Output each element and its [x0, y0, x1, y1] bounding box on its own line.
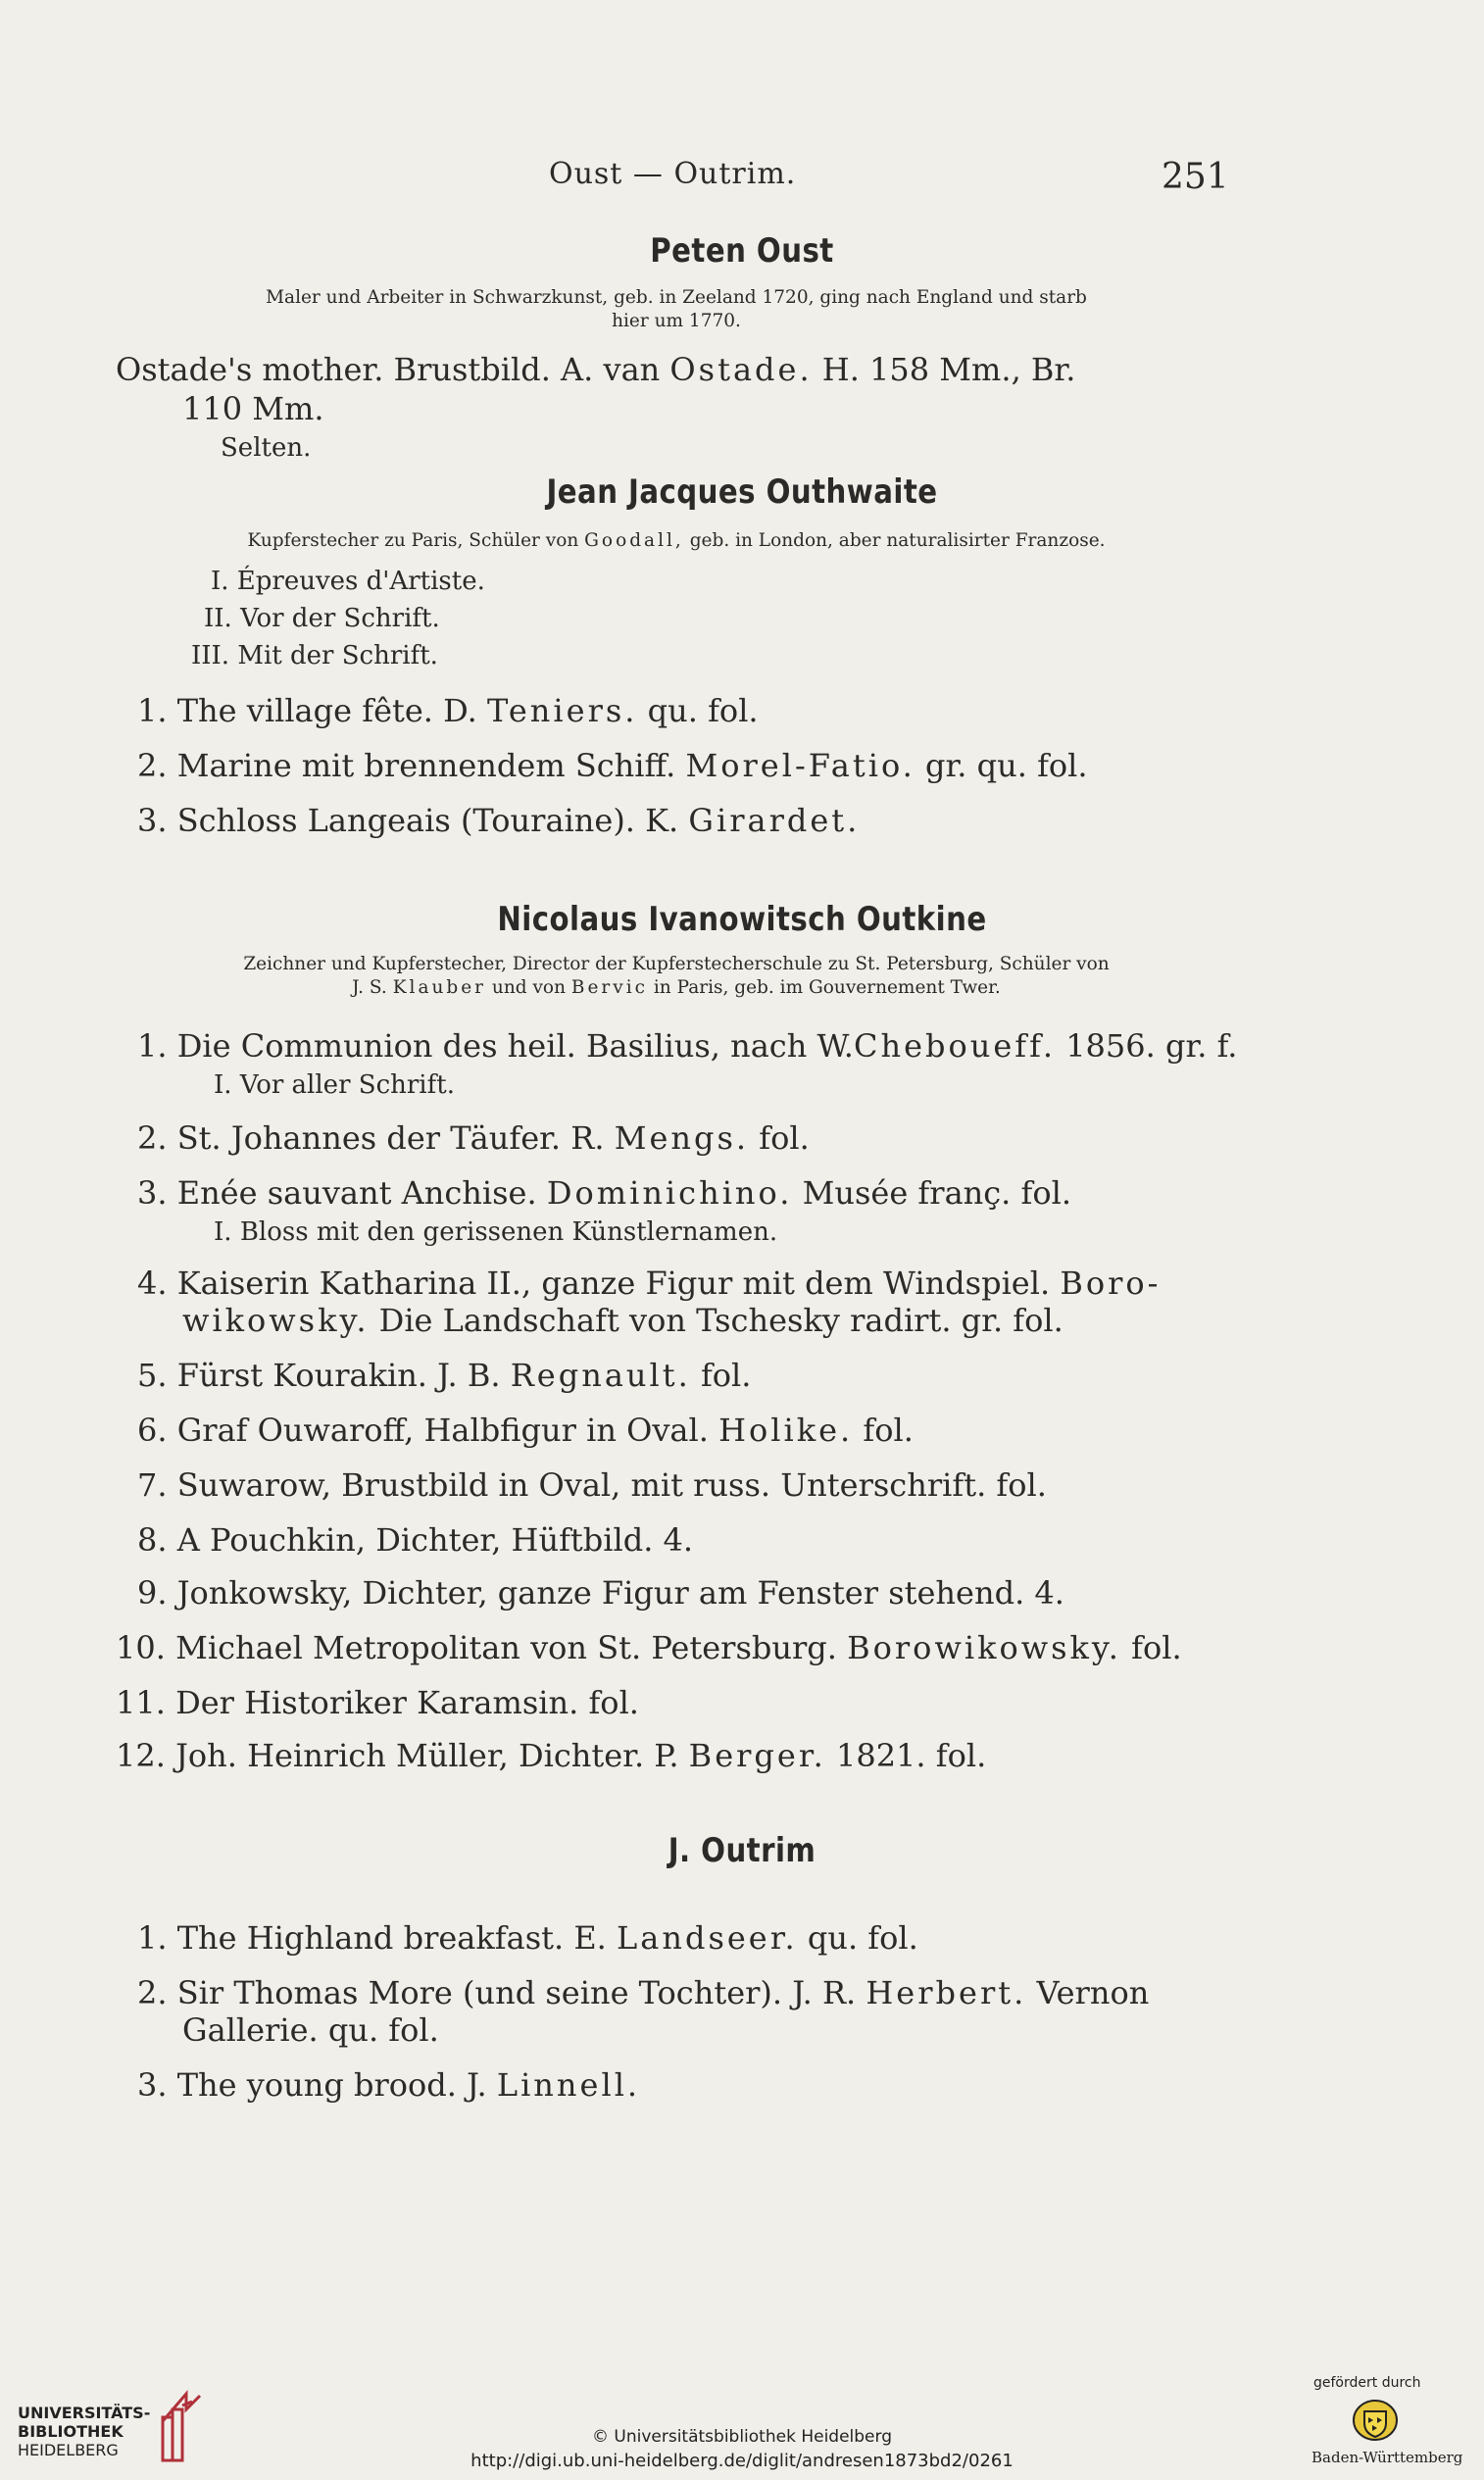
state-line: I. Épreuves d'Artiste.: [211, 567, 485, 596]
artist-heading-outkine: Nicolaus Ivanowitsch Outkine: [497, 900, 987, 939]
list-item: 3. Enée sauvant Anchise. Dominichino. Musée franç. fol.: [137, 1174, 1072, 1212]
sponsor-label: gefördert durch: [1313, 2375, 1421, 2391]
list-item: 1. The Highland breakfast. E. Landseer. qu. fol.: [137, 1919, 918, 1957]
list-item: 7. Suwarow, Brustbild in Oval, mit russ. Unterschrift. fol.: [137, 1466, 1047, 1504]
page-number: 251: [1162, 157, 1229, 197]
copyright-notice: © Universitätsbibliothek Heidelberg: [591, 2427, 892, 2447]
library-logo-text: UNIVERSITÄTS- BIBLIOTHEK HEIDELBERG: [18, 2404, 151, 2459]
state-coat-of-arms-icon: [1351, 2398, 1400, 2443]
list-item: 3. The young brood. J. Linnell.: [137, 2066, 641, 2104]
list-item: 10. Michael Metropolitan von St. Petersburg. Borowikowsky. fol.: [116, 1629, 1182, 1666]
list-item: 1. Die Communion des heil. Basilius, nach W.Cheboueff. 1856. gr. f.: [137, 1027, 1238, 1065]
artist-bio-outhwaite: Kupferstecher zu Paris, Schüler von Goodall, geb. in London, aber naturalisirter Franzose.: [247, 530, 1106, 551]
state-line: II. Vor der Schrift.: [204, 604, 440, 633]
state-line: III. Mit der Schrift.: [191, 641, 438, 670]
list-item: 8. A Pouchkin, Dichter, Hüftbild. 4.: [137, 1521, 694, 1559]
entry-oust-continuation: 110 Mm.: [182, 390, 324, 427]
list-item: 6. Graf Ouwaroff, Halbfigur in Oval. Holike. fol.: [137, 1412, 914, 1449]
list-item: 3. Schloss Langeais (Touraine). K. Girardet.: [137, 802, 861, 839]
artist-bio-oust: Maler und Arbeiter in Schwarzkunst, geb. in Zeeland 1720, ging nach England und starb hier um 1770.: [266, 287, 1087, 331]
list-item: 4. Kaiserin Katharina II., ganze Figur mit dem Windspiel. Boro-: [137, 1265, 1162, 1302]
state-label: Baden-Württemberg: [1311, 2449, 1463, 2466]
list-item: 2. Marine mit brennendem Schiff. Morel-Fatio. gr. qu. fol.: [137, 747, 1088, 784]
artist-heading-oust: Peten Oust: [650, 231, 834, 271]
list-item-continuation: wikowsky. Die Landschaft von Tschesky radirt. gr. fol.: [182, 1302, 1064, 1339]
list-item: 5. Fürst Kourakin. J. B. Regnault. fol.: [137, 1357, 752, 1394]
entry-oust: Ostade's mother. Brustbild. A. van Ostade. H. 158 Mm., Br.: [116, 351, 1076, 388]
artist-heading-outrim: J. Outrim: [668, 1831, 816, 1870]
list-item: 1. The village fête. D. Teniers. qu. fol.: [137, 692, 759, 729]
artist-bio-outkine: Zeichner und Kupferstecher, Director der Kupferstecherschule zu St. Petersburg, Schüler von J. S. Klauber und von Bervic in Paris, geb. im Gouvernement Twer.: [243, 954, 1110, 998]
entry-oust-note: Selten.: [221, 433, 312, 463]
list-item: 9. Jonkowsky, Dichter, ganze Figur am Fenster stehend. 4.: [137, 1574, 1064, 1612]
list-item: 12. Joh. Heinrich Müller, Dichter. P. Berger. 1821. fol.: [116, 1737, 987, 1774]
artist-heading-outhwaite: Jean Jacques Outhwaite: [546, 472, 938, 512]
list-item: 11. Der Historiker Karamsin. fol.: [116, 1684, 639, 1721]
list-item-note: I. Bloss mit den gerissenen Künstlernamen.: [214, 1217, 778, 1247]
list-item-continuation: Gallerie. qu. fol.: [182, 2011, 439, 2049]
list-item-note: I. Vor aller Schrift.: [214, 1070, 455, 1100]
list-item: 2. Sir Thomas More (und seine Tochter). J. R. Herbert. Vernon: [137, 1974, 1150, 2011]
list-item: 2. St. Johannes der Täufer. R. Mengs. fol.: [137, 1119, 810, 1157]
permalink-url[interactable]: http://digi.ub.uni-heidelberg.de/diglit/andresen1873bd2/0261: [470, 2451, 1014, 2471]
running-head: Oust — Outrim.: [549, 157, 797, 191]
